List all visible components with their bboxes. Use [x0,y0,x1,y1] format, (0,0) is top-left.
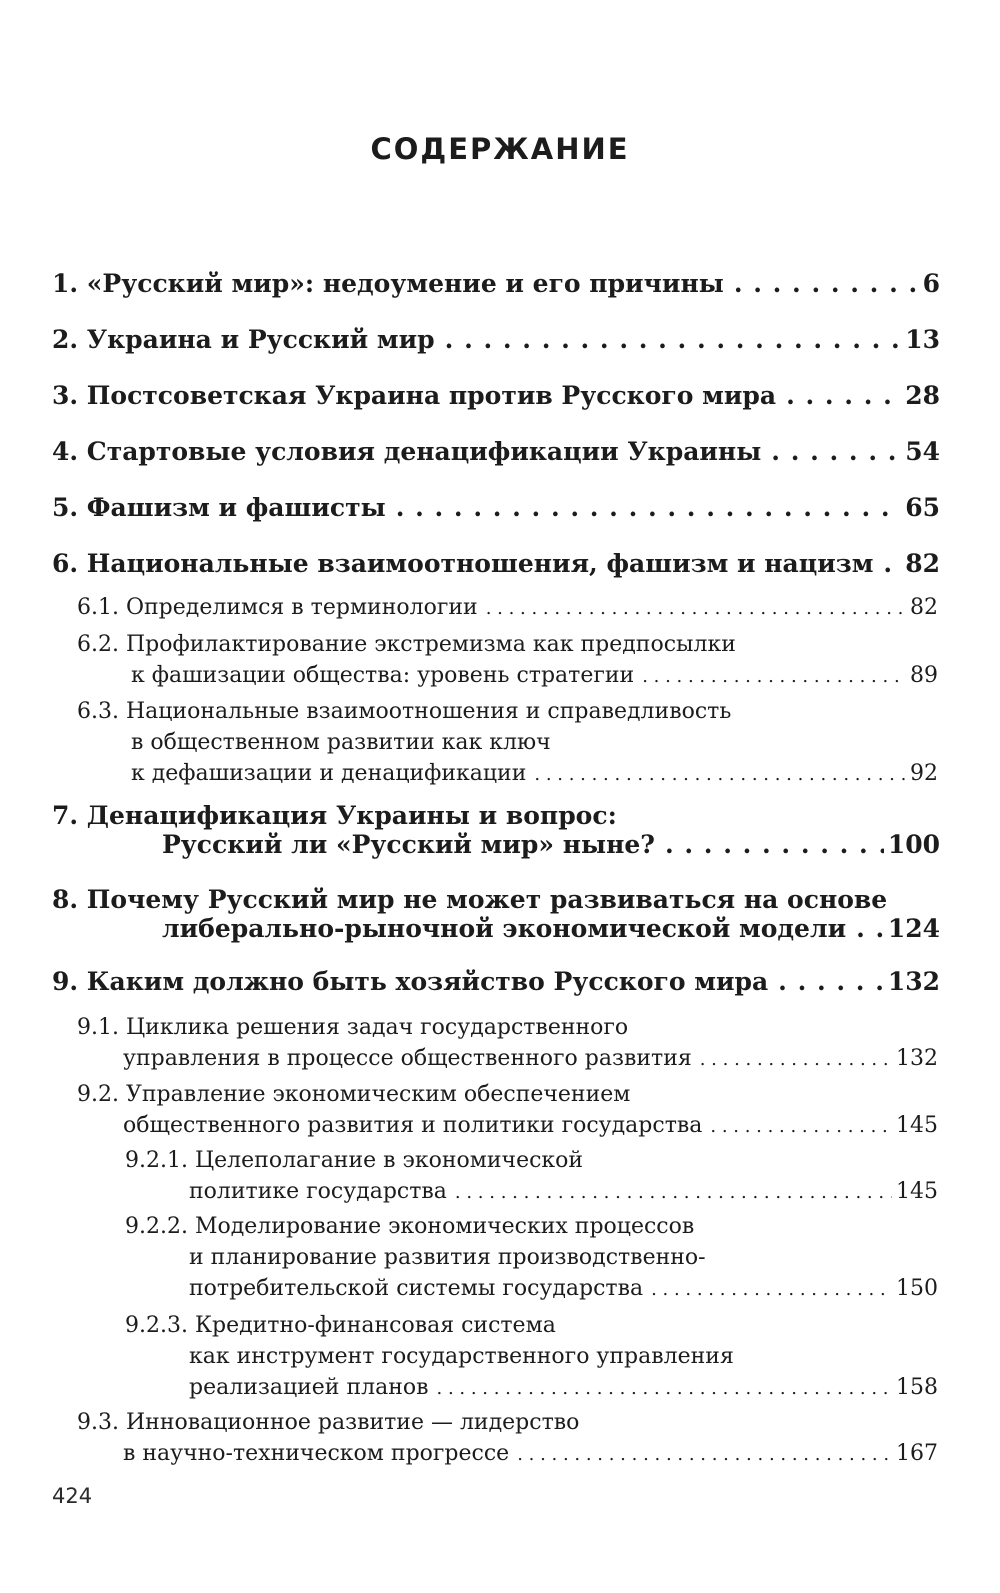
toc-page-number: 82 [905,549,940,578]
toc-entry-1[interactable] [52,269,940,298]
toc-entry-title-cont: к фашизации общества: уровень стратегии [131,663,635,688]
dot-leader [856,914,884,943]
dot-leader [486,593,906,624]
dot-leader [710,1111,892,1142]
dot-leader [700,1044,892,1075]
dot-leader [651,1274,892,1305]
toc-entry-6[interactable] [52,549,940,578]
dot-leader [517,1439,892,1470]
toc-entry-title-cont: политике государства [189,1179,447,1204]
toc-entry-title: 2. Украина и Русский мир [52,325,435,354]
toc-entry-title: 9.2.1. Целеполагание в экономической [125,1148,584,1173]
toc-entry-title: 6.3. Национальные взаимоотношения и справедливость [77,699,732,724]
toc-entry-title: 9.2. Управление экономическим обеспечением [77,1082,631,1107]
toc-page-number: 92 [910,761,938,786]
toc-entry-title-cont: Русский ли «Русский мир» ныне? [162,830,655,859]
dot-leader [734,269,919,298]
toc-page-number: 6 [922,269,940,298]
toc-page-number: 167 [896,1441,938,1466]
toc-entry-title: 8. Почему Русский мир не может развиваться на основе [52,885,888,914]
toc-entry-title: 4. Стартовые условия денацификации Украины [52,437,762,466]
toc-entry-2[interactable] [52,325,940,354]
toc-entry-title-cont: либерально-рыночной экономической модели [162,914,847,943]
toc-entry-9[interactable] [52,967,940,996]
toc-page-number: 28 [905,381,940,410]
toc-entry-6-2[interactable] [77,629,938,692]
toc-entry-title: 9. Каким должно быть хозяйство Русского мира [52,967,769,996]
toc-page-number: 100 [887,830,940,859]
dot-leader [534,759,906,790]
toc-page-number: 145 [896,1113,938,1138]
toc-entry-title-cont: реализацией планов [189,1375,429,1400]
toc-page-number: 54 [905,437,940,466]
toc-page-number: 13 [905,325,940,354]
dot-leader [396,493,902,522]
toc-page-number: 132 [887,967,940,996]
dot-leader [455,1177,892,1208]
toc-entry-title: 9.1. Циклика решения задач государственного [77,1015,629,1040]
dot-leader [437,1373,892,1404]
toc-entry-7[interactable] [52,801,940,859]
toc-entry-title: 9.2.3. Кредитно-финансовая система [125,1313,556,1338]
toc-entry-9-3[interactable] [77,1407,938,1470]
toc-page-number: 124 [887,914,940,943]
toc-entry-title-cont: общественного развития и политики государства [123,1113,703,1138]
dot-leader [642,661,906,692]
toc-entry-8[interactable] [52,885,940,943]
toc-entry-title-cont: как инструмент государственного управления [189,1344,734,1369]
toc-entry-title: 6.2. Профилактирование экстремизма как предпосылки [77,632,736,657]
toc-entry-title: 9.2.2. Моделирование экономических процессов [125,1214,695,1239]
toc-entry-title-cont: потребительской системы государства [189,1276,644,1301]
dot-leader [665,830,884,859]
toc-entry-title: 3. Постсоветская Украина против Русского мира [52,381,777,410]
toc-page-number: 132 [896,1046,938,1071]
toc-entry-title: 6.1. Определимся в терминологии [77,595,478,620]
toc-entry-9-2-3[interactable] [125,1310,938,1404]
toc-entry-title-cont: в научно-техническом прогрессе [123,1441,510,1466]
toc-entry-9-2-2[interactable] [125,1211,938,1305]
toc-entry-9-2[interactable] [77,1079,938,1142]
toc-entry-title-cont: и планирование развития производственно- [189,1245,706,1270]
toc-entry-title: 6. Национальные взаимоотношения, фашизм и нацизм [52,549,874,578]
toc-entry-title: 1. «Русский мир»: недоумение и его причины [52,269,724,298]
toc-entry-9-1[interactable] [77,1012,938,1075]
toc-page-number: 150 [896,1276,938,1301]
toc-entry-6-3[interactable] [77,696,938,790]
toc-entry-5[interactable] [52,493,940,522]
toc-page-number: 158 [896,1375,938,1400]
dot-leader [778,967,884,996]
toc-entry-title: 9.3. Инновационное развитие — лидерство [77,1410,580,1435]
toc-page-number: 82 [910,595,938,620]
dot-leader [445,325,902,354]
dot-leader [883,549,901,578]
toc-entry-3[interactable] [52,381,940,410]
page-title: СОДЕРЖАНИЕ [370,132,630,166]
page-number: 424 [52,1484,93,1508]
dot-leader [771,437,901,466]
toc-page-number: 65 [905,493,940,522]
toc-page-number: 89 [910,663,938,688]
toc-entry-title: 7. Денацификация Украины и вопрос: [52,801,617,830]
toc-entry-title-cont: к дефашизации и денацификации [131,761,527,786]
toc-entry-6-1[interactable] [77,592,938,624]
toc-entry-9-2-1[interactable] [125,1145,938,1208]
toc-entry-title: 5. Фашизм и фашисты [52,493,386,522]
toc-page-number: 145 [896,1179,938,1204]
toc-entry-title-cont: управления в процессе общественного развития [123,1046,692,1071]
toc-entry-4[interactable] [52,437,940,466]
dot-leader [786,381,901,410]
toc-entry-title-cont: в общественном развитии как ключ [131,730,551,755]
